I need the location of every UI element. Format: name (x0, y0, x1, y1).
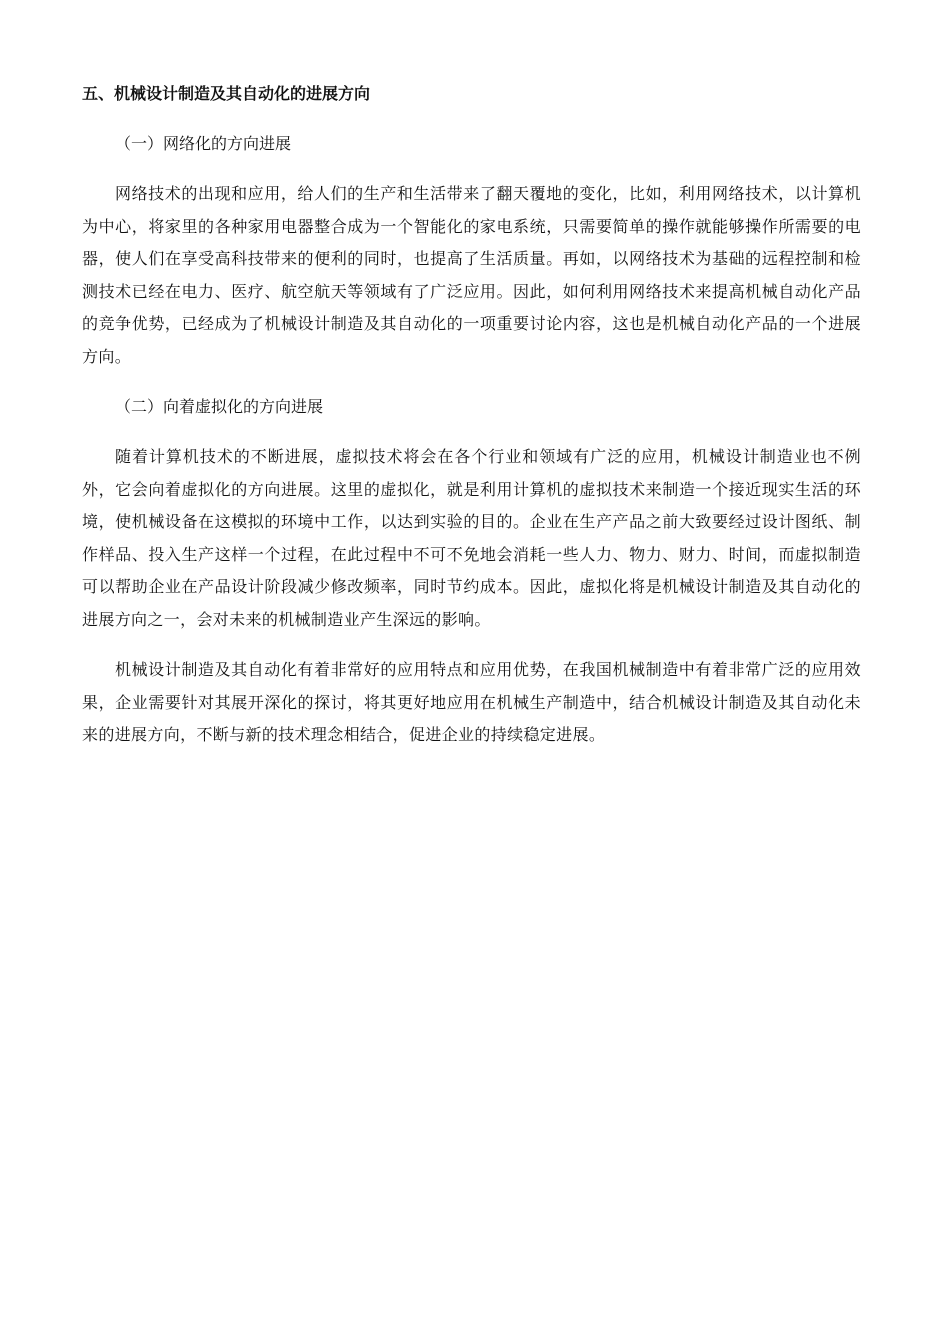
section-title: 五、机械设计制造及其自动化的进展方向 (82, 84, 371, 103)
document-body (82, 78, 861, 770)
paragraph-conclusion: 机械设计制造及其自动化有着非常好的应用特点和应用优势，在我国机械制造中有着非常广泛的应用效果，企业需要针对其展开深化的探讨，将其更好地应用在机械生产制造中，结合机械设计制造及其自动化未来的进展方向，不断与新的技术理念相结合，促进企业的持续稳定进展。 (82, 660, 861, 744)
paragraph-virtualization: 随着计算机技术的不断进展，虚拟技术将会在各个行业和领域有广泛的应用，机械设计制造业也不例外，它会向着虚拟化的方向进展。这里的虚拟化，就是利用计算机的虚拟技术来制造一个接近现实生活的环境，使机械设备在这模拟的环境中工作，以达到实验的目的。企业在生产产品之前大致要经过设计图纸、制作样品、投入生产这样一个过程，在此过程中不可不免地会消耗一些人力、物力、财力、时间，而虚拟制造可以帮助企业在产品设计阶段减少修改频率，同时节约成本。因此，虚拟化将是机械设计制造及其自动化的进展方向之一，会对未来的机械制造业产生深远的影响。 (82, 447, 861, 629)
subsection-title-virtualization: （二）向着虚拟化的方向进展 (115, 397, 324, 416)
subsection-title-networking: （一）网络化的方向进展 (115, 134, 292, 153)
paragraph-networking: 网络技术的出现和应用，给人们的生产和生活带来了翻天覆地的变化，比如，利用网络技术，以计算机为中心，将家里的各种家用电器整合成为一个智能化的家电系统，只需要简单的操作就能够操作所需要的电器，使人们在享受高科技带来的便利的同时，也提高了生活质量。再如，以网络技术为基础的远程控制和检测技术已经在电力、医疗、航空航天等领域有了广泛应用。因此，如何利用网络技术来提高机械自动化产品的竞争优势，已经成为了机械设计制造及其自动化的一项重要讨论内容，这也是机械自动化产品的一个进展方向。 (82, 184, 861, 366)
